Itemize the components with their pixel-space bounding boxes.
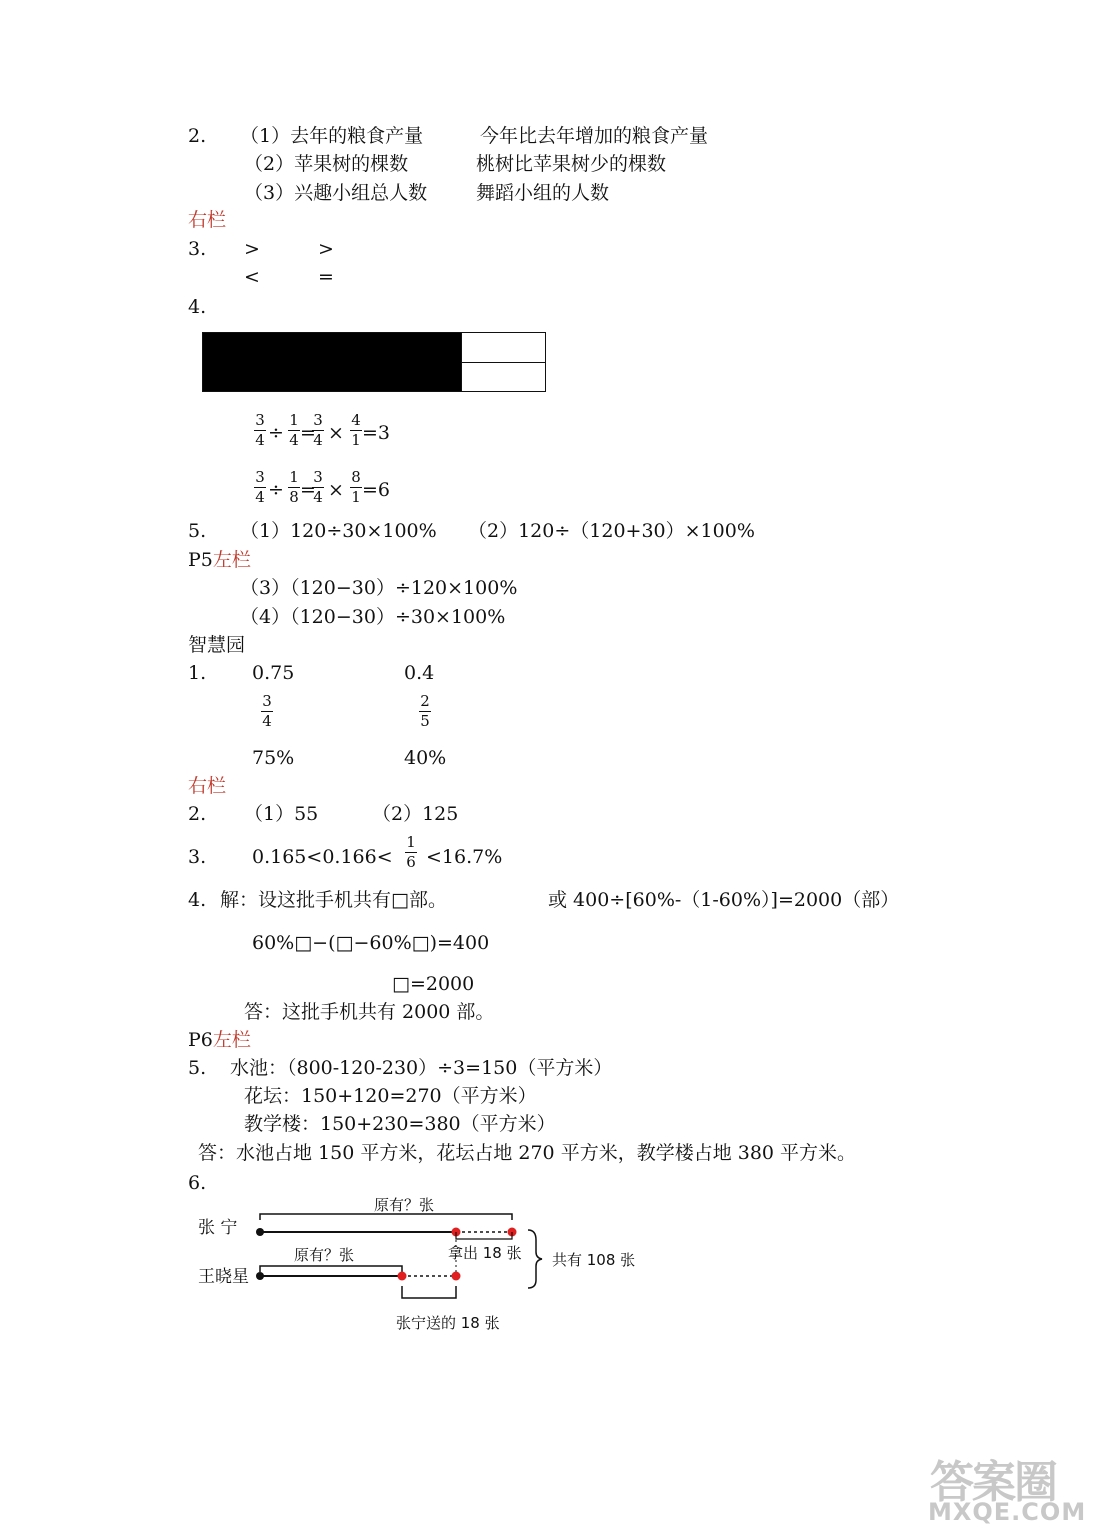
bar-empty-cell [461,333,545,362]
wisdom-q2-part2: （2）125 [372,803,459,825]
wisdom-q5-line3: 教学楼：150+230=380（平方米） [244,1113,556,1135]
q5-number: 5. [188,520,207,542]
q6-brace-bottom [402,1286,456,1298]
wisdom-q4-answer: 答：这批手机共有 2000 部。 [244,1001,495,1023]
wisdom-q2-number: 2. [188,803,207,825]
q4-eq2-frac2: 1 8 [289,468,299,506]
wisdom-q3-number: 3. [188,846,207,868]
q3-answer-1: > [244,238,260,260]
q2-number: 2. [188,125,207,147]
wisdom-q3-post: <16.7% [426,846,503,868]
q2-row2-left: （2）苹果树的棵数 [244,153,409,175]
q6-dot-start-zhangning [256,1228,264,1236]
q2-row3-right: 舞蹈小组的人数 [476,182,610,204]
q3-answer-2: > [318,238,334,260]
q6-dot-red-3 [398,1272,407,1281]
watermark-logo-cn: 答案圈 [930,1457,1056,1508]
q5-part1: （1）120÷30×100% [240,520,437,542]
wisdom-q4-alternative: 或 400÷[60%-（1-60%）]=2000（部） [548,889,900,911]
q6-brace-total [528,1230,542,1288]
q4-eq2-eq: = [300,479,316,501]
page-label-p5: P5左栏 [188,549,251,571]
q4-number: 4. [188,296,207,318]
wisdom-q5-line1: 水池：（800-120-230）÷3=150（平方米） [230,1057,613,1079]
q6-label-original-2: 原有？张 [294,1246,355,1264]
q6-label-total: 共有 108 张 [552,1251,636,1269]
q3-answer-4: = [318,266,334,288]
wisdom-q2-part1: （1）55 [244,803,319,825]
q5-part4: （4）（120−30）÷30×100% [240,606,506,628]
q4-eq1-frac2: 1 4 [289,411,299,449]
wisdom-q4-equation-1: 60%□−(□−60%□)=400 [252,932,490,954]
wisdom-q1-decimal-1: 0.75 [252,662,295,684]
q2-row3-left: （3）兴趣小组总人数 [244,182,428,204]
q4-eq1-frac4: 4 1 [351,411,361,449]
q6-label-out: 拿出 18 张 [448,1244,522,1262]
q4-eq2-frac3: 3 4 [313,468,323,506]
wisdom-q5-line2: 花坛：150+120=270（平方米） [244,1085,537,1107]
q6-name-wangxiaoxing: 王晓星 [198,1267,249,1287]
q2-row1-left: （1）去年的粮食产量 [240,125,424,147]
watermark-logo-en: MXQE.COM [928,1498,1087,1526]
q4-eq2-frac4: 8 1 [351,468,361,506]
q4-eq1-frac3: 3 4 [313,411,323,449]
q4-eq1-result: =3 [362,422,391,444]
wisdom-q4-number: 4. [188,889,207,911]
q6-label-original-1: 原有？张 [374,1196,435,1214]
bar-filled-cell [203,333,461,362]
section-right-column-label-2: 右栏 [188,775,227,797]
wisdom-q4-intro: 解：设这批手机共有□部。 [220,889,447,911]
q6-line-diagram [190,1190,710,1340]
q6-dot-start-wangxiaoxing [256,1272,264,1280]
q6-brace-orig2 [260,1266,402,1272]
q4-bar-diagram [202,332,546,392]
q3-answer-3: < [244,266,260,288]
q4-eq1-frac1: 3 4 [255,411,265,449]
wisdom-q1-fraction-1: 3 4 [262,692,272,730]
q6-brace-top [260,1214,512,1220]
q2-row2-right: 桃树比苹果树少的棵数 [476,153,667,175]
wisdom-q4-equation-2: □=2000 [392,973,475,995]
q4-eq2-op1: ÷ [268,479,284,501]
q5-part3: （3）（120−30）÷120×100% [240,577,518,599]
q4-eq1-eq: = [300,422,316,444]
q6-brace-out [456,1232,512,1239]
q6-label-given: 张宁送的 18 张 [396,1314,500,1332]
q4-eq2-op2: × [328,479,344,501]
wisdom-q1-percent-1: 75% [252,747,295,769]
wisdom-q6-number: 6. [188,1172,207,1194]
q5-part2: （2）120÷（120+30）×100% [468,520,755,542]
q4-eq1-op2: × [328,422,344,444]
q4-eq2-result: =6 [362,479,391,501]
wisdom-q1-decimal-2: 0.4 [404,662,435,684]
q3-number: 3. [188,238,207,260]
wisdom-q1-percent-2: 40% [404,747,447,769]
wisdom-section-title: 智慧园 [188,634,246,656]
q4-eq1-op1: ÷ [268,422,284,444]
q2-row1-right: 今年比去年增加的粮食产量 [480,125,709,147]
page-label-p6: P6左栏 [188,1029,251,1051]
bar-empty-cell [461,362,545,391]
wisdom-q3-fraction: 1 6 [406,833,416,871]
wisdom-q3-pre: 0.165<0.166< [252,846,393,868]
q6-name-zhangning: 张 宁 [198,1218,238,1238]
section-right-column-label: 右栏 [188,209,227,231]
wisdom-q1-fraction-2: 2 5 [420,692,430,730]
q4-eq2-frac1: 3 4 [255,468,265,506]
wisdom-q5-number: 5. [188,1057,207,1079]
bar-filled-cell [203,362,461,391]
wisdom-q1-number: 1. [188,662,207,684]
q6-dot-red-4 [452,1272,461,1281]
wisdom-q5-answer: 答：水池占地 150 平方米，花坛占地 270 平方米，教学楼占地 380 平方米。 [198,1142,857,1164]
